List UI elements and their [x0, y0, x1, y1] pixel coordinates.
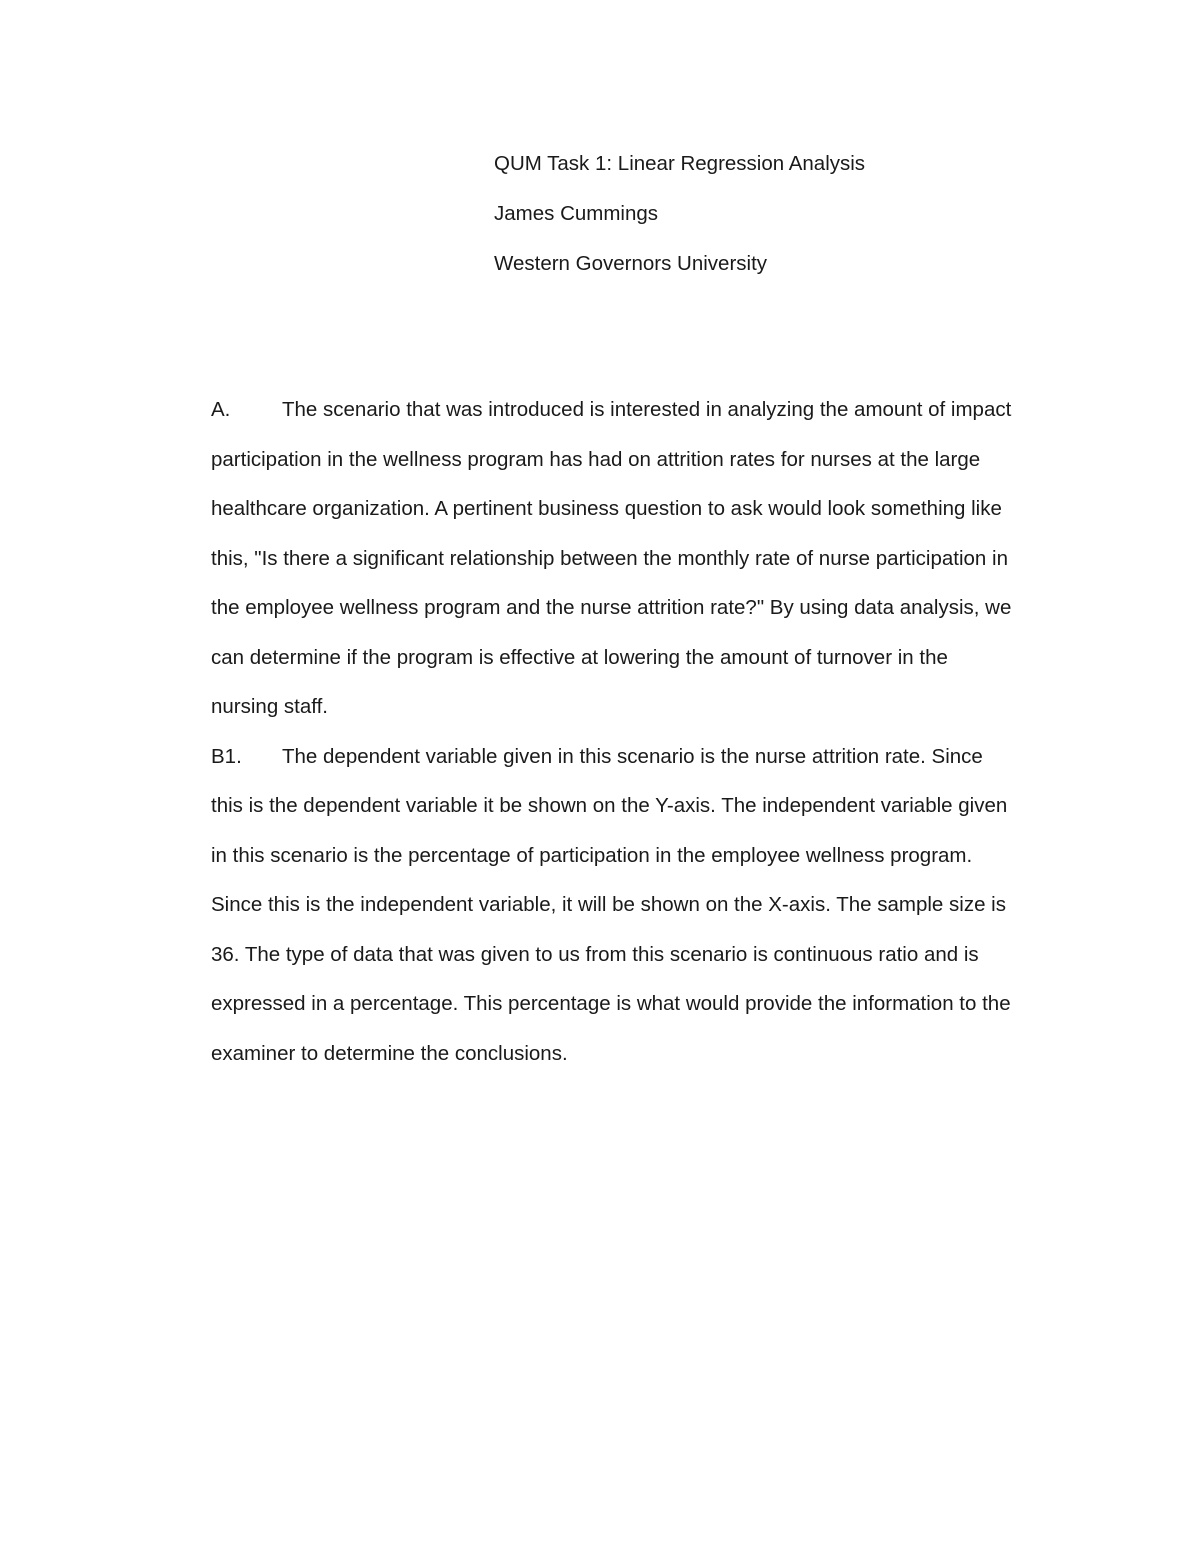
section-a — [211, 385, 1061, 732]
paragraph-line — [211, 732, 1061, 782]
paragraph-line: expressed in a percentage. This percentage is what would provide the information to the — [211, 992, 1011, 1015]
document-body — [211, 385, 1061, 1078]
paragraph-text: The scenario that was introduced is interested in analyzing the amount of impact — [282, 398, 1012, 421]
section-marker: B1. — [211, 744, 242, 768]
paragraph-line — [211, 385, 1061, 435]
paragraph-text: The dependent variable given in this scenario is the nurse attrition rate. Since — [282, 744, 983, 768]
paragraph-line: this is the dependent variable it be shown on the Y-axis. The independent variable given — [211, 794, 1008, 817]
paragraph-line: the employee wellness program and the nurse attrition rate?" By using data analysis, we — [211, 596, 1012, 619]
paragraph-line: 36. The type of data that was given to us from this scenario is continuous ratio and is — [211, 942, 979, 966]
paragraph-line: nursing staff. — [211, 695, 328, 718]
author-name: James Cummings — [494, 202, 659, 225]
paragraph-line: healthcare organization. A pertinent business question to ask would look something like — [211, 497, 1002, 520]
paragraph-line: Since this is the independent variable, it will be shown on the X-axis. The sample size is — [211, 893, 1006, 916]
paragraph-line: participation in the wellness program has had on attrition rates for nurses at the large — [211, 447, 981, 471]
title-block — [494, 139, 1094, 289]
paragraph-line: in this scenario is the percentage of participation in the employee wellness program. — [211, 843, 973, 867]
document-title: QUM Task 1: Linear Regression Analysis — [494, 152, 866, 175]
institution-name: Western Governors University — [494, 252, 768, 275]
paragraph-line: this, "Is there a significant relationship between the monthly rate of nurse participation in — [211, 546, 1008, 570]
paragraph-line: examiner to determine the conclusions. — [211, 1041, 568, 1065]
paragraph-line: can determine if the program is effective at lowering the amount of turnover in the — [211, 645, 948, 669]
section-marker: A. — [211, 398, 231, 421]
section-b1 — [211, 732, 1061, 1079]
